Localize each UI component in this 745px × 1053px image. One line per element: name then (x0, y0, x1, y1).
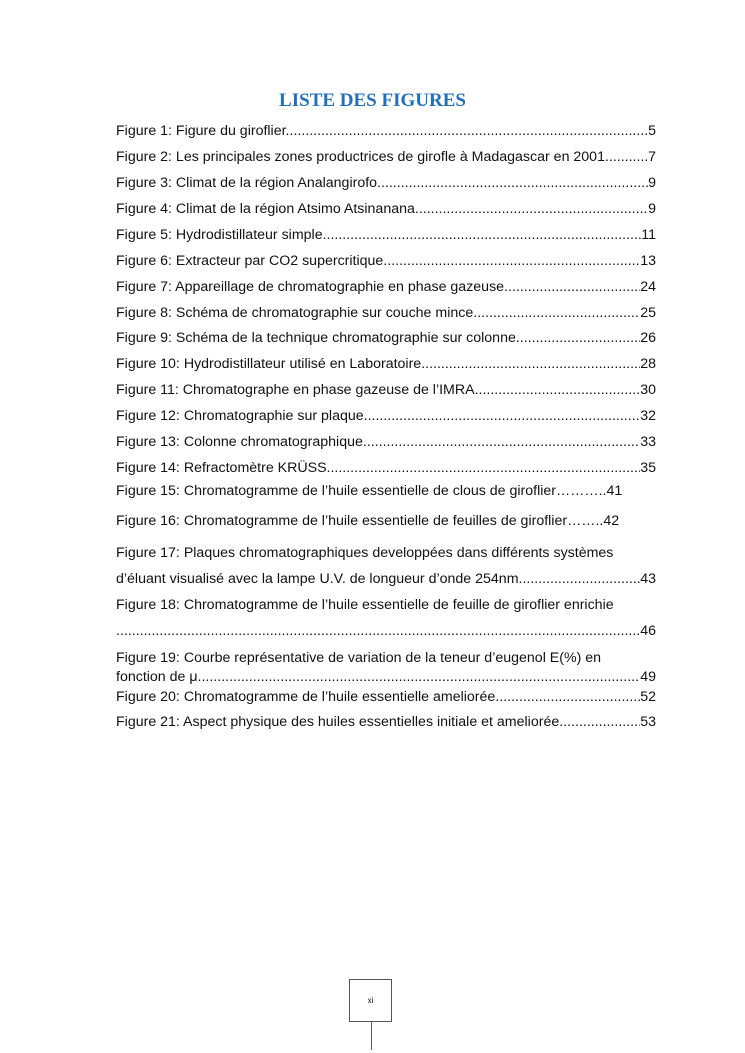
list-item[interactable] (116, 433, 656, 451)
entry-page: 11 (641, 227, 656, 243)
list-item[interactable] (116, 304, 656, 322)
list-item[interactable]: Figure 15: Chromatogramme de l’huile essentielle de clous de giroflier………..41 (116, 483, 623, 499)
list-item[interactable] (116, 713, 656, 731)
entry-page: 33 (640, 434, 656, 450)
list-item-line[interactable]: Figure 17: Plaques chromatographiques developpées dans différents systèmes (116, 545, 614, 561)
page-title: LISTE DES FIGURES (279, 90, 466, 111)
list-item[interactable] (116, 355, 656, 373)
list-item[interactable] (116, 200, 656, 218)
list-item[interactable] (116, 278, 656, 296)
entry-text: Figure 2: Les principales zones productrices de girofle à Madagascar en 2001 (116, 149, 605, 165)
list-item[interactable] (116, 329, 656, 347)
entry-text: Figure 3: Climat de la région Analangirofo. (116, 175, 381, 191)
entry-text: Figure 13: Colonne chromatographique. (116, 434, 367, 450)
entry-text: Figure 12: Chromatographie sur plaque. (116, 408, 368, 424)
entry-page: 30 (640, 382, 656, 398)
entry-text: Figure 14: Refractomètre KRÜSS (116, 460, 327, 476)
entry-text: Figure 7: Appareillage de chromatographie en phase gazeuse. (116, 279, 508, 295)
entry-page: 7 (648, 149, 656, 165)
entry-text: Figure 5: Hydrodistillateur simple. (116, 227, 327, 243)
list-item[interactable]: Figure 16: Chromatogramme de l’huile essentielle de feuilles de giroflier……..42 (116, 513, 620, 529)
list-item[interactable] (116, 668, 656, 686)
entry-page: 52 (640, 689, 656, 705)
list-item[interactable] (116, 622, 656, 640)
entry-text: Figure 11: Chromatographe en phase gazeuse de l’IMRA. (116, 382, 479, 398)
entry-text: Figure 10: Hydrodistillateur utilisé en Laboratoire. (116, 356, 426, 372)
entry-page: 9 (648, 175, 656, 191)
list-item[interactable] (116, 459, 656, 477)
entry-text: Figure 6: Extracteur par CO2 supercritique. (116, 253, 388, 269)
entry-text: Figure 4: Climat de la région Atsimo Atsinanana. (116, 201, 419, 217)
page-number-box (349, 979, 392, 1022)
entry-page: 28 (640, 356, 656, 372)
entry-page: 43 (640, 571, 656, 587)
entry-page: 46 (640, 623, 656, 639)
list-item-line[interactable]: Figure 19: Courbe représentative de variation de la teneur d’eugenol E(%) en (116, 650, 602, 666)
list-item[interactable] (116, 148, 656, 166)
entry-page: 32 (640, 408, 656, 424)
list-item[interactable] (116, 570, 656, 588)
entry-text: Figure 21: Aspect physique des huiles essentielles initiale et ameliorée (116, 714, 560, 730)
page-number: xi (367, 996, 374, 1005)
list-item[interactable] (116, 381, 656, 399)
entry-page: 13 (640, 253, 656, 269)
list-item[interactable] (116, 174, 656, 192)
entry-page: 24 (640, 279, 656, 295)
list-item[interactable] (116, 252, 656, 270)
entry-page: 35 (640, 460, 656, 476)
entry-page: 49 (640, 669, 656, 685)
entry-text: Figure 1: Figure du giroflier. (116, 123, 290, 139)
entry-page: 5 (648, 123, 656, 139)
list-item[interactable] (116, 122, 656, 140)
list-item[interactable] (116, 688, 656, 706)
entry-text: fonction de μ. (116, 669, 202, 685)
entry-page: 9 (648, 201, 656, 217)
entry-text: Figure 20: Chromatogramme de l’huile essentielle ameliorée (116, 689, 496, 705)
entry-text: d’éluant visualisé avec la lampe U.V. de longueur d’onde 254nm. (116, 571, 523, 587)
entry-text: Figure 9: Schéma de la technique chromatographie sur colonne. (116, 330, 520, 346)
list-item[interactable] (116, 226, 656, 244)
entry-page: 26 (640, 330, 656, 346)
entry-page: 53 (640, 714, 656, 730)
entry-page: 25 (640, 305, 656, 321)
list-item[interactable] (116, 407, 656, 425)
footer-line (371, 1022, 372, 1050)
entry-text: Figure 8: Schéma de chromatographie sur couche mince. (116, 305, 478, 321)
list-item-line[interactable]: Figure 18: Chromatogramme de l’huile essentielle de feuille de giroflier enrichie (116, 597, 614, 613)
